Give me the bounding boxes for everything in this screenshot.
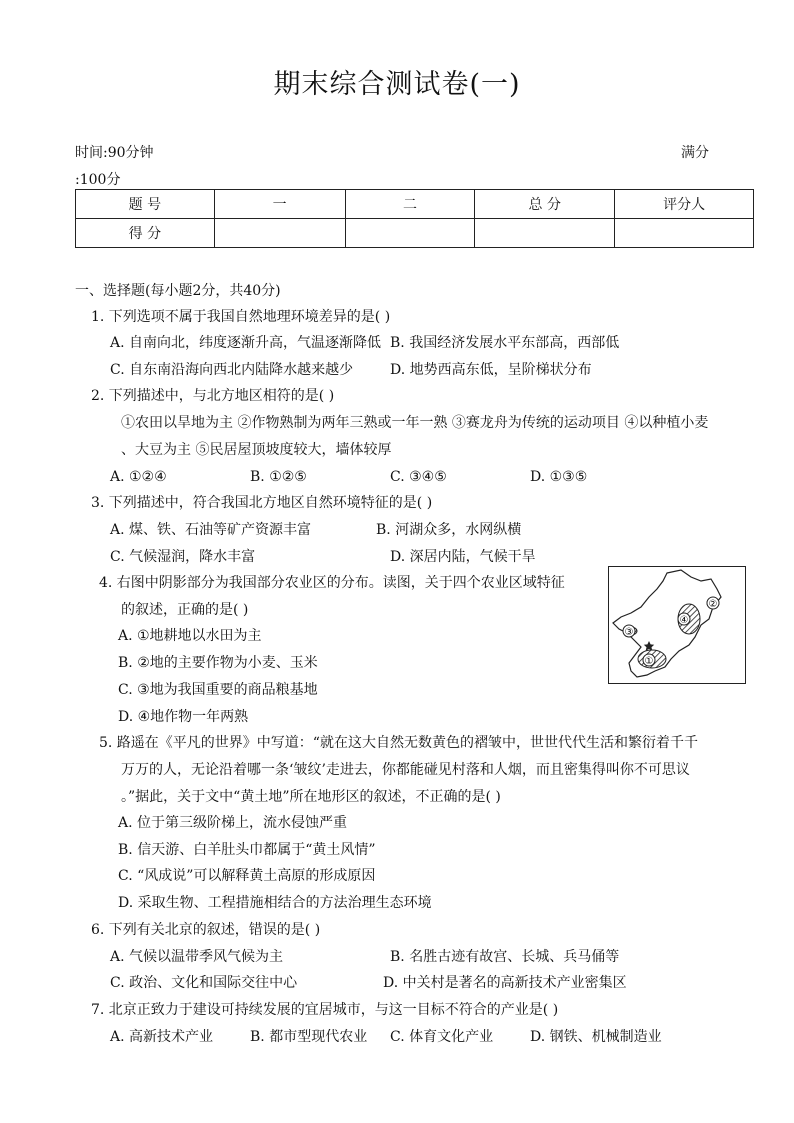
- question-statement: 、大豆为主 ⑤民居屋顶坡度较大，墙体较厚: [121, 442, 392, 458]
- option-c: C. 体育文化产业: [390, 1029, 494, 1045]
- option-a: A. 气候以温带季风气候为主: [110, 949, 284, 965]
- option-a: A. 自南向北，纬度逐渐升高，气温逐渐降低: [110, 335, 382, 351]
- score-input-cell: [475, 219, 615, 248]
- score-table: [75, 189, 754, 248]
- option-b: B. ②地的主要作物为小麦、玉米: [118, 655, 318, 671]
- option-c: C. 政治、文化和国际交往中心: [110, 975, 298, 991]
- option-c: C. “风成说”可以解释黄土高原的形成原因: [118, 868, 376, 884]
- map-label: ③: [624, 627, 634, 638]
- option-c: C. 自东南沿海向西北内陆降水越来越少: [110, 362, 354, 378]
- question-stem: 5. 路遥在《平凡的世界》中写道：“就在这大自然无数黄色的褶皱中，世世代代生活和繁衍着千千: [99, 735, 698, 751]
- option-c: C. ③地为我国重要的商品粮基地: [118, 682, 318, 698]
- option-c: C. ③④⑤: [390, 469, 447, 485]
- question-stem: 万万的人，无论沿着哪一条‘皱纹’走进去，你都能碰见村落和人烟，而且密集得叫你不可思议: [121, 762, 690, 778]
- capital-star-icon: [644, 641, 654, 651]
- question-stem: 1. 下列选项不属于我国自然地理环境差异的是( ): [91, 309, 391, 325]
- question-stem: 6. 下列有关北京的叙述，错误的是( ): [91, 922, 321, 938]
- option-d: D. ①③⑤: [530, 469, 588, 485]
- option-b: B. 名胜古迹有故宫、长城、兵马俑等: [390, 949, 620, 965]
- score-table-cell: 得 分: [76, 219, 215, 248]
- time-label: 时间:90分钟: [75, 145, 154, 161]
- option-b: B. 河湖众多，水网纵横: [376, 522, 522, 538]
- option-d: D. ④地作物一年两熟: [118, 709, 249, 725]
- map-label: ①: [644, 656, 654, 667]
- score-table-score-row: [76, 219, 754, 248]
- option-b: B. 我国经济发展水平东部高，西部低: [390, 335, 620, 351]
- map-label: ②: [708, 599, 718, 610]
- score-input-cell: [214, 219, 345, 248]
- option-a: A. 位于第三级阶梯上，流水侵蚀严重: [118, 815, 348, 831]
- option-d: D. 深居内陆，气候干旱: [390, 549, 536, 565]
- question-stem: 3. 下列描述中，符合我国北方地区自然环境特征的是( ): [91, 495, 433, 511]
- question-statement: ①农田以旱地为主 ②作物熟制为两年三熟或一年一熟 ③赛龙舟为传统的运动项目 ④以种植小麦: [121, 415, 709, 431]
- score-table-cell: 题 号: [76, 190, 215, 219]
- china-coastline: [613, 570, 721, 677]
- option-d: D. 采取生物、工程措施相结合的方法治理生态环境: [118, 895, 432, 911]
- agriculture-region-map: [608, 566, 746, 684]
- question-stem: 2. 下列描述中，与北方地区相符的是( ): [91, 388, 335, 404]
- full-score-value: :100分: [75, 172, 121, 188]
- option-c: C. 气候湿润，降水丰富: [110, 549, 256, 565]
- score-input-cell: [615, 219, 754, 248]
- score-table-cell: 总 分: [475, 190, 615, 219]
- option-d: D. 地势西高东低，呈阶梯状分布: [390, 362, 592, 378]
- option-d: D. 中关村是著名的高新技术产业密集区: [383, 975, 627, 991]
- option-d: D. 钢铁、机械制造业: [530, 1029, 662, 1045]
- question-stem: 。”据此，关于文中“黄土地”所在地形区的叙述，不正确的是( ): [121, 789, 501, 805]
- question-stem: 7. 北京正致力于建设可持续发展的宜居城市，与这一目标不符合的产业是( ): [91, 1002, 559, 1018]
- full-score-label: 满分: [681, 145, 709, 161]
- map-drawing: [609, 567, 745, 683]
- option-b: B. 信天游、白羊肚头巾都属于“黄土风情”: [118, 842, 376, 858]
- question-stem: 4. 右图中阴影部分为我国部分农业区的分布。读图，关于四个农业区域特征: [99, 575, 565, 591]
- question-stem: 的叙述，正确的是( ): [121, 602, 249, 618]
- score-table-cell: 二: [345, 190, 475, 219]
- option-b: B. ①②⑤: [250, 469, 307, 485]
- score-table-header-row: [76, 190, 754, 219]
- option-a: A. 煤、铁、石油等矿产资源丰富: [110, 522, 312, 538]
- option-a: A. ①②④: [110, 469, 167, 485]
- score-input-cell: [345, 219, 475, 248]
- page-title: 期末综合测试卷(一): [273, 69, 521, 100]
- map-label: ④: [679, 615, 689, 626]
- score-table-cell: 一: [214, 190, 345, 219]
- option-a: A. 高新技术产业: [110, 1029, 214, 1045]
- option-b: B. 都市型现代农业: [250, 1029, 368, 1045]
- option-a: A. ①地耕地以水田为主: [118, 628, 262, 644]
- section-heading: 一、选择题(每小题2分，共40分): [75, 283, 281, 299]
- score-table-cell: 评分人: [615, 190, 754, 219]
